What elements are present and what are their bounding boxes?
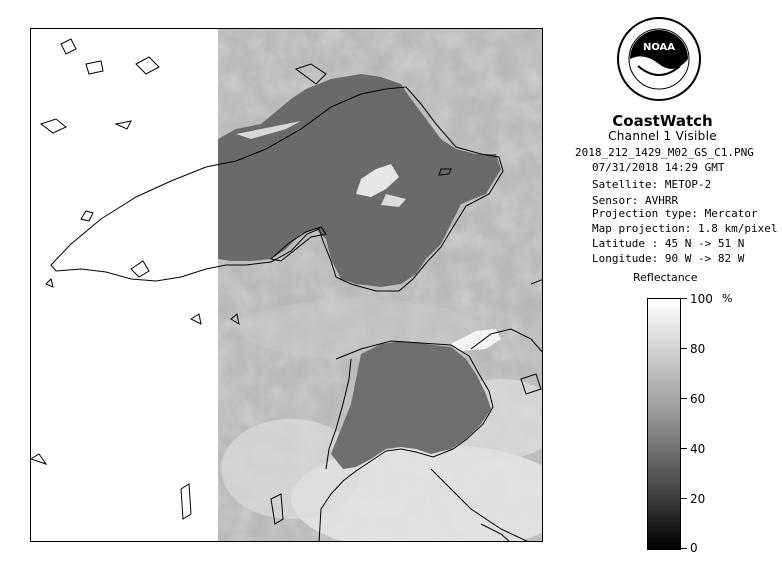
product-title: CoastWatch (612, 112, 713, 130)
colorbar-title: Reflectance (633, 271, 698, 284)
colorbar-tick (681, 298, 687, 299)
colorbar-tick-label: 100 (690, 292, 713, 306)
datetime: 07/31/2018 14:29 GMT (592, 161, 725, 174)
channel-label: Channel 1 Visible (608, 129, 717, 143)
meta-projection-type: Projection type: Mercator (592, 207, 758, 220)
filename: 2018_212_1429_M02_GS_C1.PNG (575, 146, 754, 159)
meta-latitude: Latitude : 45 N -> 51 N (592, 237, 745, 250)
colorbar-tick (681, 498, 687, 499)
colorbar-tick-label: 60 (690, 392, 706, 406)
meta-satellite: Satellite: METOP-2 (592, 178, 712, 191)
satellite-image-map[interactable] (30, 28, 543, 542)
meta-sensor: Sensor: AVHRR (592, 194, 679, 207)
meta-longitude: Longitude: 90 W -> 82 W (592, 252, 745, 265)
colorbar-tick (681, 548, 687, 549)
colorbar-tick-label: 80 (690, 342, 706, 356)
colorbar-tick (681, 398, 687, 399)
reflectance-colorbar (647, 298, 681, 550)
svg-text:NOAA: NOAA (642, 42, 676, 53)
meta-map-projection: Map projection: 1.8 km/pixel (592, 222, 778, 235)
colorbar-tick (681, 348, 687, 349)
colorbar-unit: % (722, 292, 733, 305)
satellite-swath (218, 29, 543, 542)
colorbar-tick-label: 20 (690, 492, 706, 506)
colorbar-tick-label: 40 (690, 442, 706, 456)
noaa-logo (616, 16, 702, 102)
map-canvas (31, 29, 543, 542)
colorbar-tick-label: 0 (690, 541, 698, 555)
colorbar-tick (681, 448, 687, 449)
